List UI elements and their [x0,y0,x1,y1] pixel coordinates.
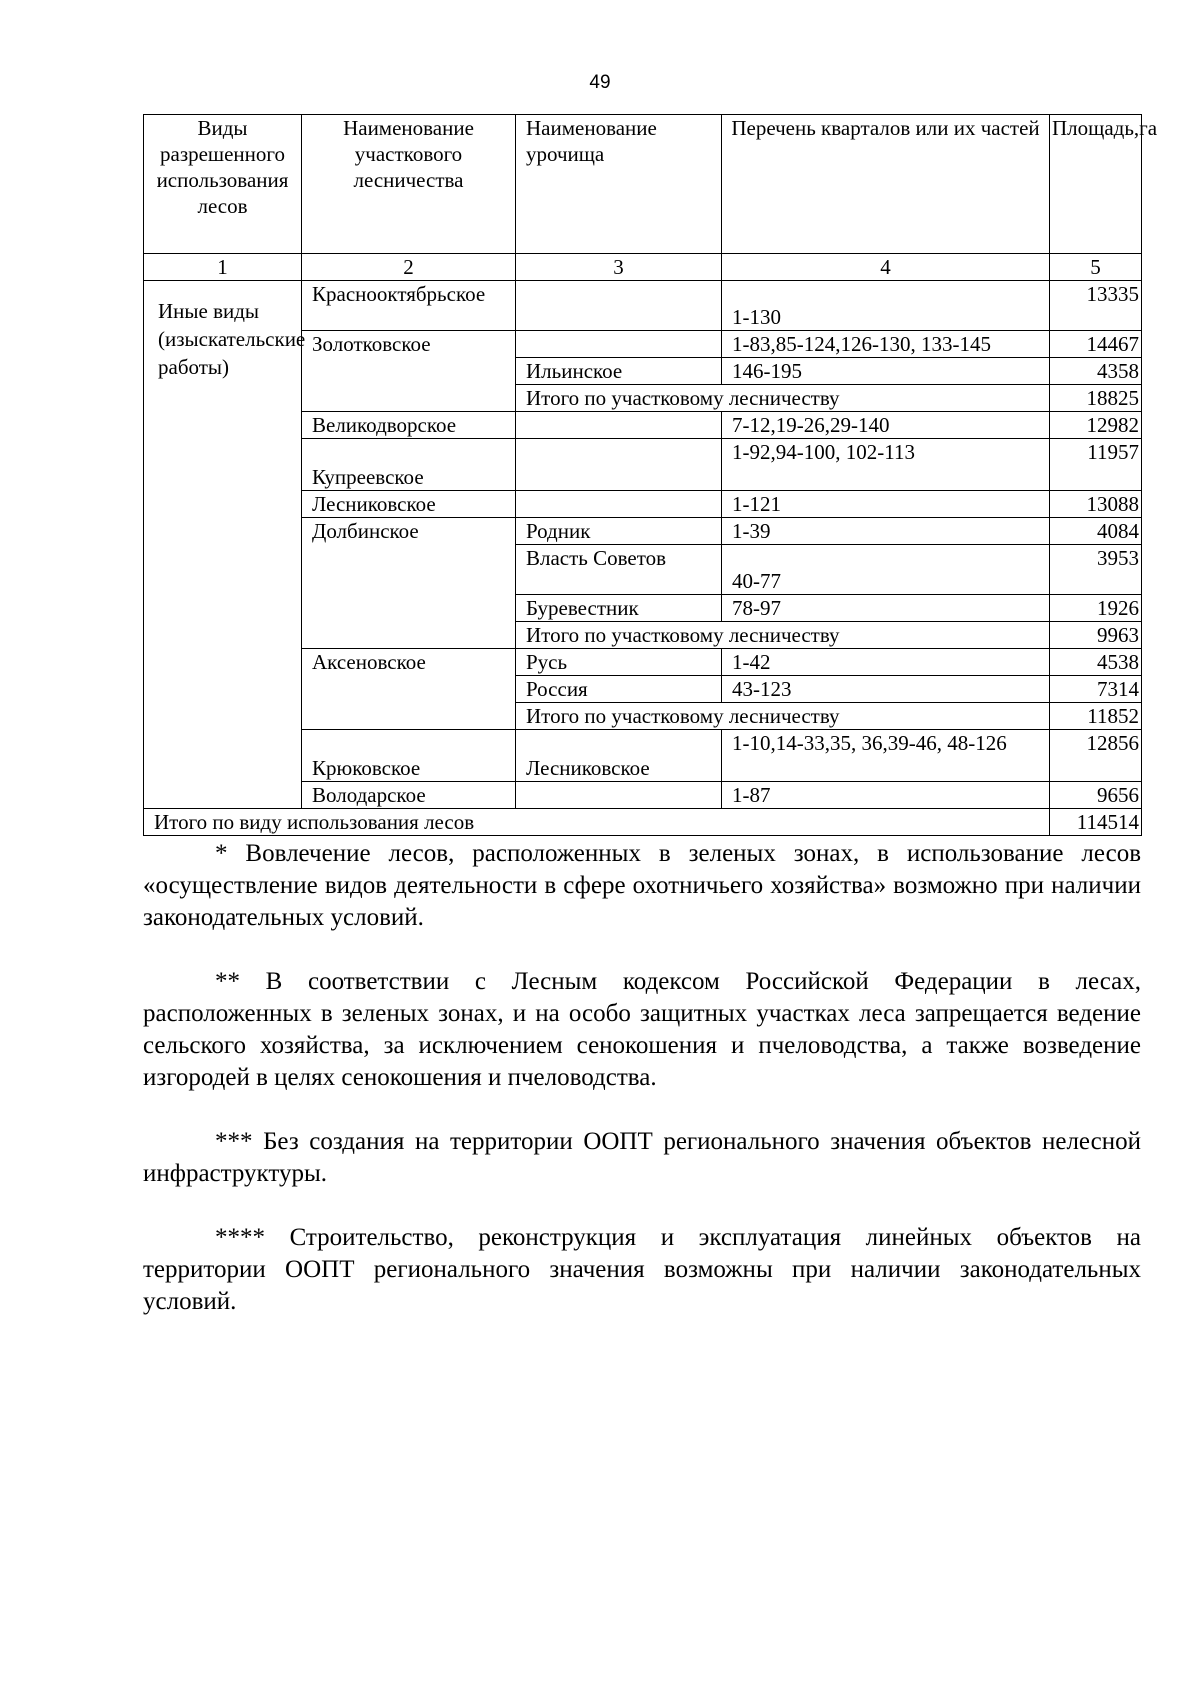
forestry-cell: Купреевское [302,439,516,491]
area-cell: 4538 [1050,649,1142,676]
forestry-cell: Золотковское [302,331,516,412]
area-cell: 12856 [1050,730,1142,782]
area-cell: 3953 [1050,545,1142,595]
area-cell: 12982 [1050,412,1142,439]
page-number: 49 [589,72,611,93]
quarters-cell: 146-195 [722,358,1050,385]
footnote-2: ** В соответствии с Лесным кодексом Российской Федерации в лесах, расположенных в зеленых зонах, и на особо защитных участках леса запрещается ведение сельского хозяйства, за исключением сенокошения и пчеловодства, а также возведение изгородей в целях сенокошения и пчеловодства. [143,968,1141,1091]
forest-use-table-container [143,114,1158,836]
header-forestry: Наименование участкового лесничества [302,115,516,254]
subtotal-label: Итого по участковому лесничеству [516,622,1050,649]
header-tract: Наименование урочища [516,115,722,254]
footnote-3: *** Без создания на территории ООПТ регионального значения объектов нелесной инфраструктуры. [143,1128,1141,1187]
quarters-cell: 1-10,14-33,35, 36,39-46, 48-126 [722,730,1050,782]
total-label: Итого по виду использования лесов [144,809,1050,836]
tract-cell: Лесниковское [516,730,722,782]
column-number: 4 [722,254,1050,281]
subtotal-label: Итого по участковому лесничеству [516,703,1050,730]
quarters-cell: 40-77 [722,545,1050,595]
tract-cell: Ильинское [516,358,722,385]
area-cell: 9656 [1050,782,1142,809]
quarters-cell: 1-130 [722,281,1050,331]
header-quarters: Перечень кварталов или их частей [722,115,1050,254]
total-row [144,809,1142,836]
column-number: 5 [1050,254,1142,281]
quarters-cell: 1-42 [722,649,1050,676]
area-cell: 11852 [1050,703,1142,730]
total-area: 114514 [1050,809,1142,836]
quarters-cell: 78-97 [722,595,1050,622]
forestry-cell: Лесниковское [302,491,516,518]
quarters-cell: 1-83,85-124,126-130, 133-145 [722,331,1050,358]
forestry-cell: Долбинское [302,518,516,649]
area-cell: 14467 [1050,331,1142,358]
column-number: 3 [516,254,722,281]
area-cell: 7314 [1050,676,1142,703]
area-cell: 11957 [1050,439,1142,491]
forestry-cell: Краснооктябрьское [302,281,516,331]
tract-cell [516,281,722,331]
area-cell: 4084 [1050,518,1142,545]
tract-cell: Буревестник [516,595,722,622]
quarters-cell: 1-121 [722,491,1050,518]
header-area: Площадь,га [1050,115,1142,254]
area-cell: 18825 [1050,385,1142,412]
area-cell: 4358 [1050,358,1142,385]
table-row [144,281,1142,331]
table-column-numbers-row [144,254,1142,281]
use-kind-cell: Иные виды (изыскательские работы) [144,281,302,809]
subtotal-label: Итого по участковому лесничеству [516,385,1050,412]
tract-cell [516,782,722,809]
tract-cell [516,331,722,358]
column-number: 1 [144,254,302,281]
area-cell: 13335 [1050,281,1142,331]
area-cell: 13088 [1050,491,1142,518]
forestry-cell: Аксеновское [302,649,516,730]
quarters-cell: 1-87 [722,782,1050,809]
forestry-cell: Великодворское [302,412,516,439]
footnotes [143,838,1141,1350]
tract-cell [516,412,722,439]
tract-cell: Русь [516,649,722,676]
tract-cell [516,439,722,491]
forestry-cell: Крюковское [302,730,516,782]
column-number: 2 [302,254,516,281]
table-header-row [144,115,1142,254]
quarters-cell: 43-123 [722,676,1050,703]
tract-cell [516,491,722,518]
area-cell: 1926 [1050,595,1142,622]
quarters-cell: 7-12,19-26,29-140 [722,412,1050,439]
tract-cell: Власть Советов [516,545,722,595]
quarters-cell: 1-92,94-100, 102-113 [722,439,1050,491]
area-cell: 9963 [1050,622,1142,649]
header-use-kind: Виды разрешенного использования лесов [144,115,302,254]
tract-cell: Россия [516,676,722,703]
forestry-cell: Володарское [302,782,516,809]
forest-use-table [143,114,1158,836]
quarters-cell: 1-39 [722,518,1050,545]
tract-cell: Родник [516,518,722,545]
footnote-4: **** Строительство, реконструкция и эксплуатация линейных объектов на территории ООПТ регионального значения возможны при наличии законодательных условий. [143,1224,1141,1315]
footnote-1: * Вовлечение лесов, расположенных в зеленых зонах, в использование лесов «осуществление видов деятельности в сфере охотничьего хозяйства» возможно при наличии законодательных условий. [143,840,1141,931]
